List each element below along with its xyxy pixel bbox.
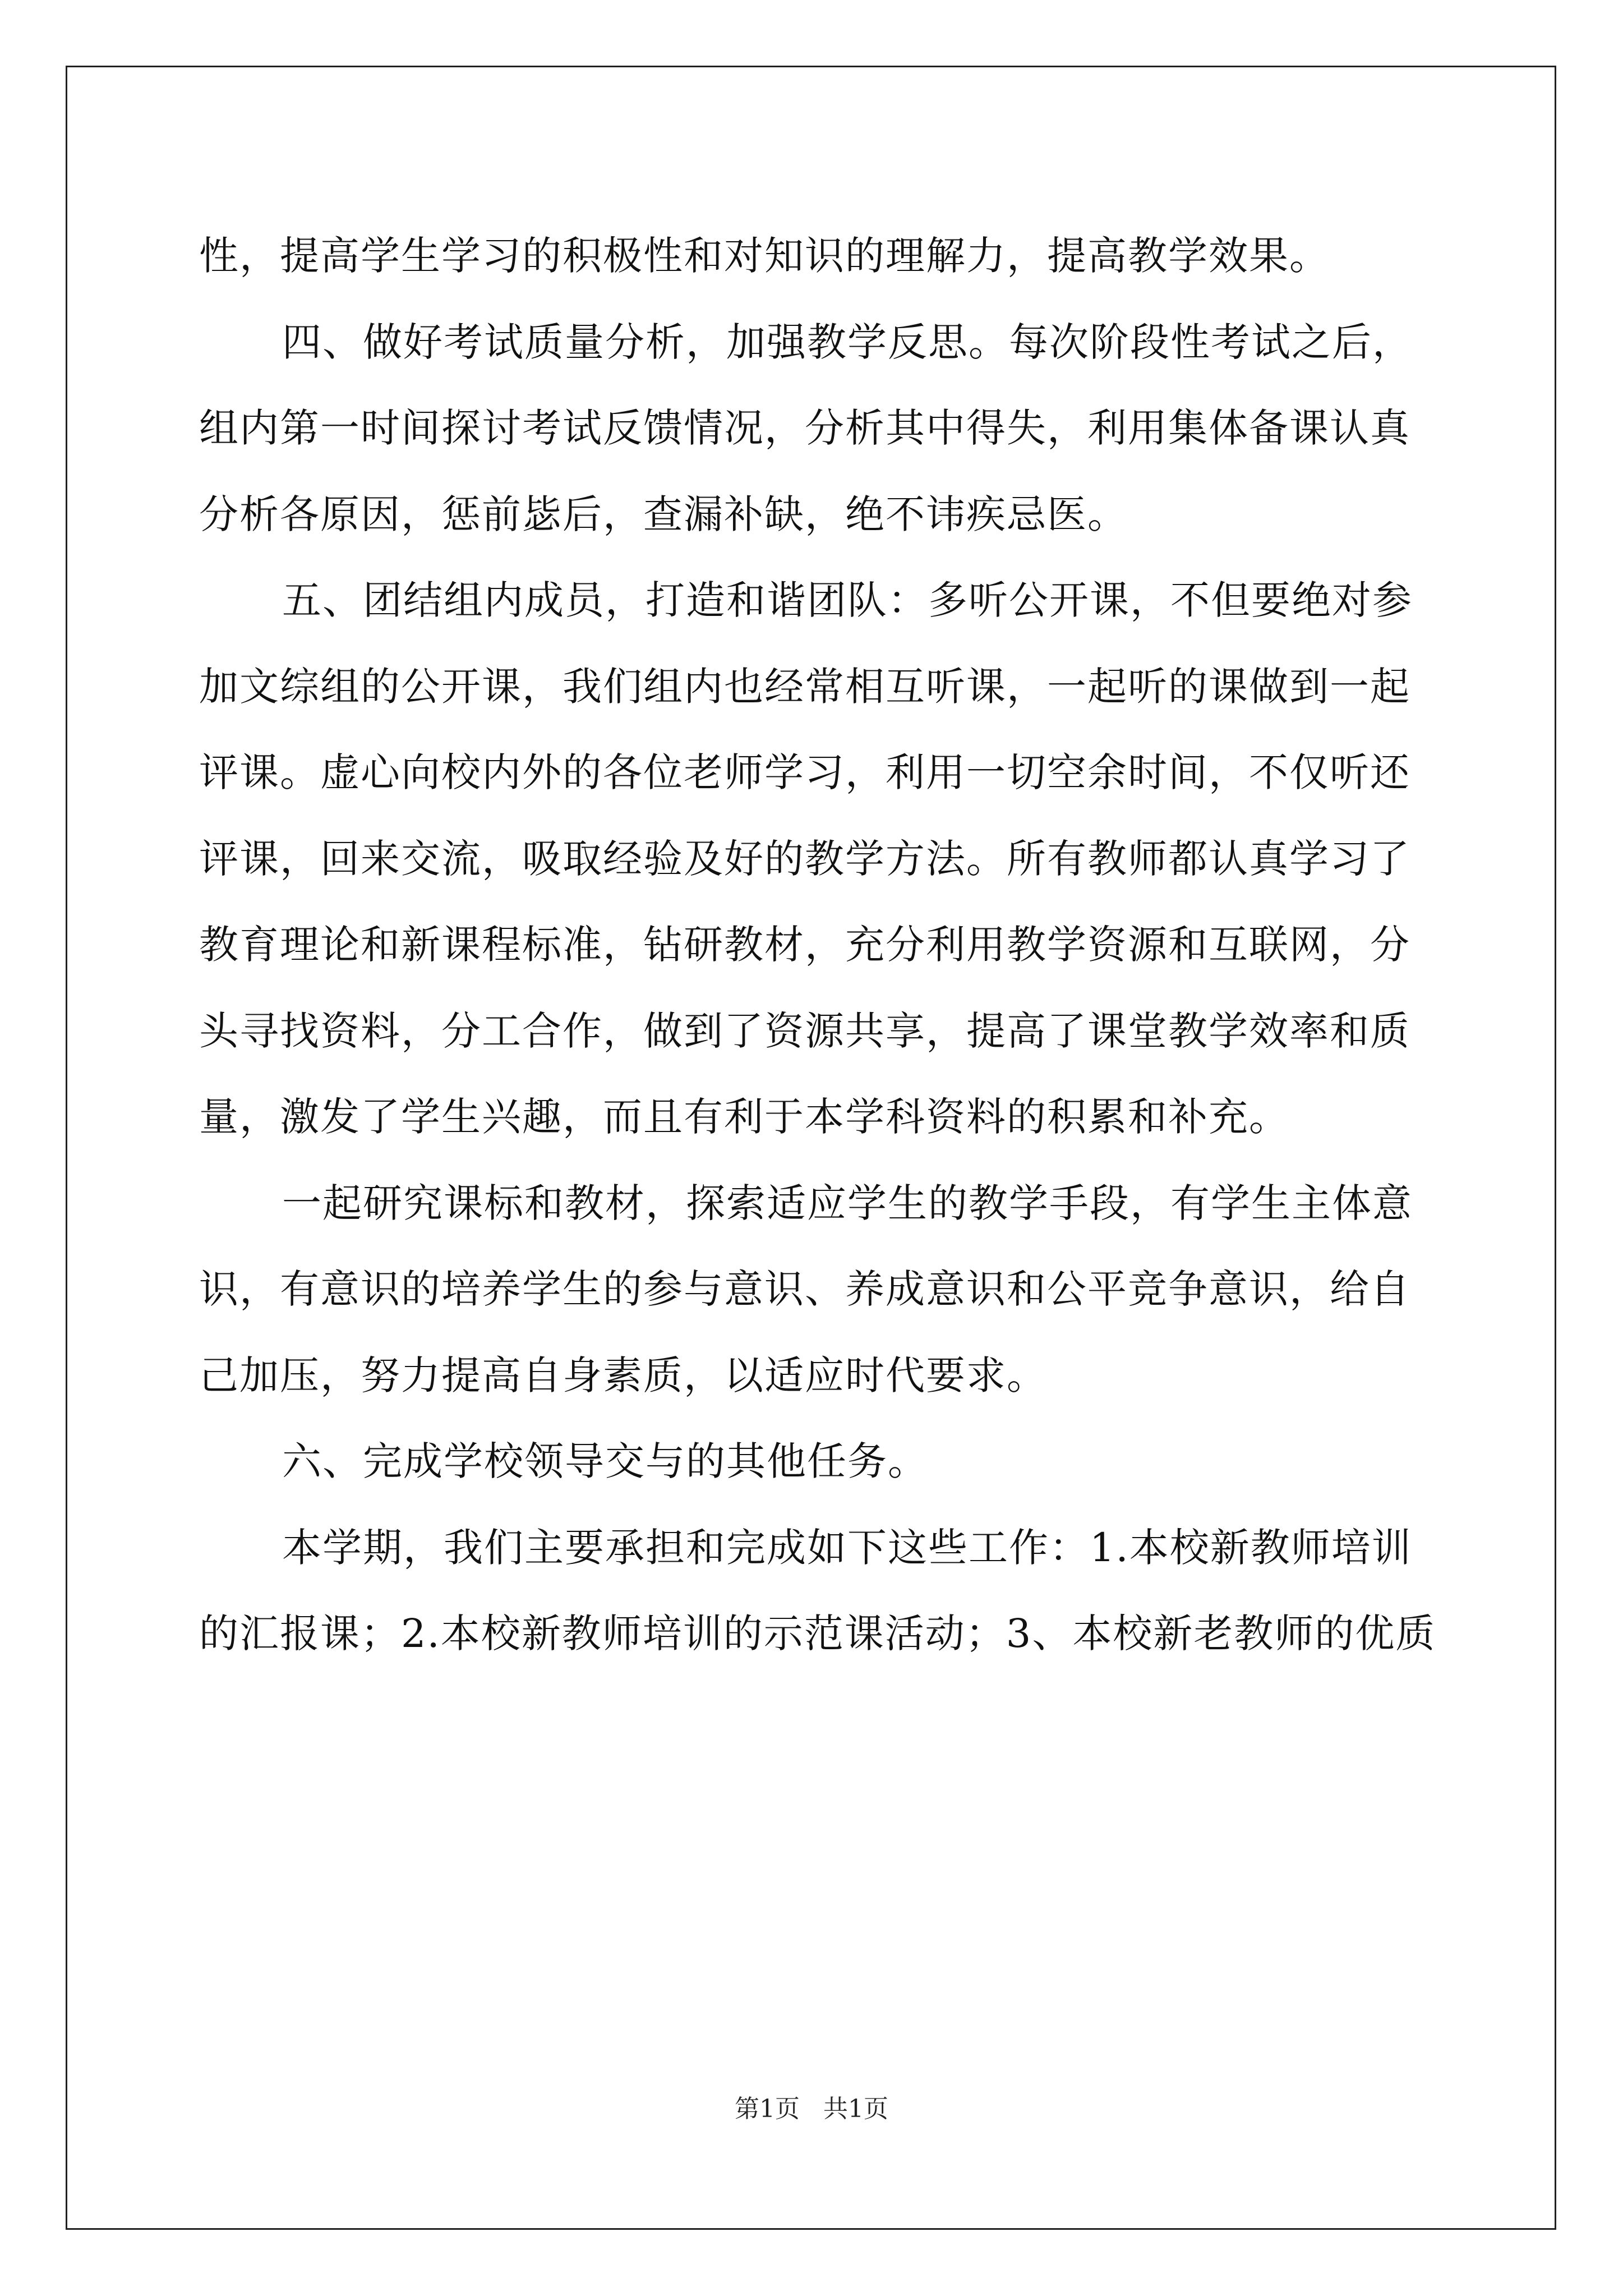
- text-line: 一起研究课标和教材，探索适应学生的教学手段，有学生主体意: [282, 1180, 1413, 1226]
- text-line: 五、团结组内成员，打造和谐团队：多听公开课，不但要绝对参: [282, 577, 1413, 623]
- text-line: 本学期，我们主要承担和完成如下这些工作：1.本校新教师培训: [282, 1524, 1412, 1571]
- page-count: 共1页: [823, 2095, 888, 2123]
- text-line: 评课，回来交流，吸取经验及好的教学方法。所有教师都认真学习了: [199, 835, 1410, 882]
- text-line: 性，提高学生学习的积极性和对知识的理解力，提高教学效果。: [199, 233, 1330, 279]
- text-line: 组内第一时间探讨考试反馈情况，分析其中得失，利用集体备课认真: [199, 405, 1410, 451]
- page-footer: [0, 2092, 1623, 2126]
- page-number: 第1页: [735, 2095, 800, 2123]
- text-line: 的汇报课；2.本校新教师培训的示范课活动；3、本校新老教师的优质: [199, 1611, 1436, 1657]
- text-line: 四、做好考试质量分析，加强教学反思。每次阶段性考试之后，: [282, 319, 1413, 365]
- text-line: 六、完成学校领导交与的其他任务。: [282, 1438, 928, 1484]
- text-line: 头寻找资料，分工合作，做到了资源共享，提高了课堂教学效率和质: [199, 1007, 1410, 1054]
- text-line: 量，激发了学生兴趣，而且有利于本学科资料的积累和补充。: [199, 1094, 1289, 1140]
- text-line: 加文综组的公开课，我们组内也经常相互听课，一起听的课做到一起: [199, 663, 1410, 710]
- text-line: 分析各原因，惩前毖后，查漏补缺，绝不讳疾忌医。: [199, 491, 1128, 537]
- text-line: 识，有意识的培养学生的参与意识、养成意识和公平竞争意识，给自: [199, 1266, 1410, 1312]
- document-body: [199, 213, 1436, 1677]
- text-line: 己加压，努力提高自身素质，以适应时代要求。: [199, 1352, 1047, 1398]
- text-line: 教育理论和新课程标准，钻研教材，充分利用教学资源和互联网，分: [199, 922, 1410, 968]
- text-line: 评课。虚心向校内外的各位老师学习，利用一切空余时间，不仅听还: [199, 749, 1410, 795]
